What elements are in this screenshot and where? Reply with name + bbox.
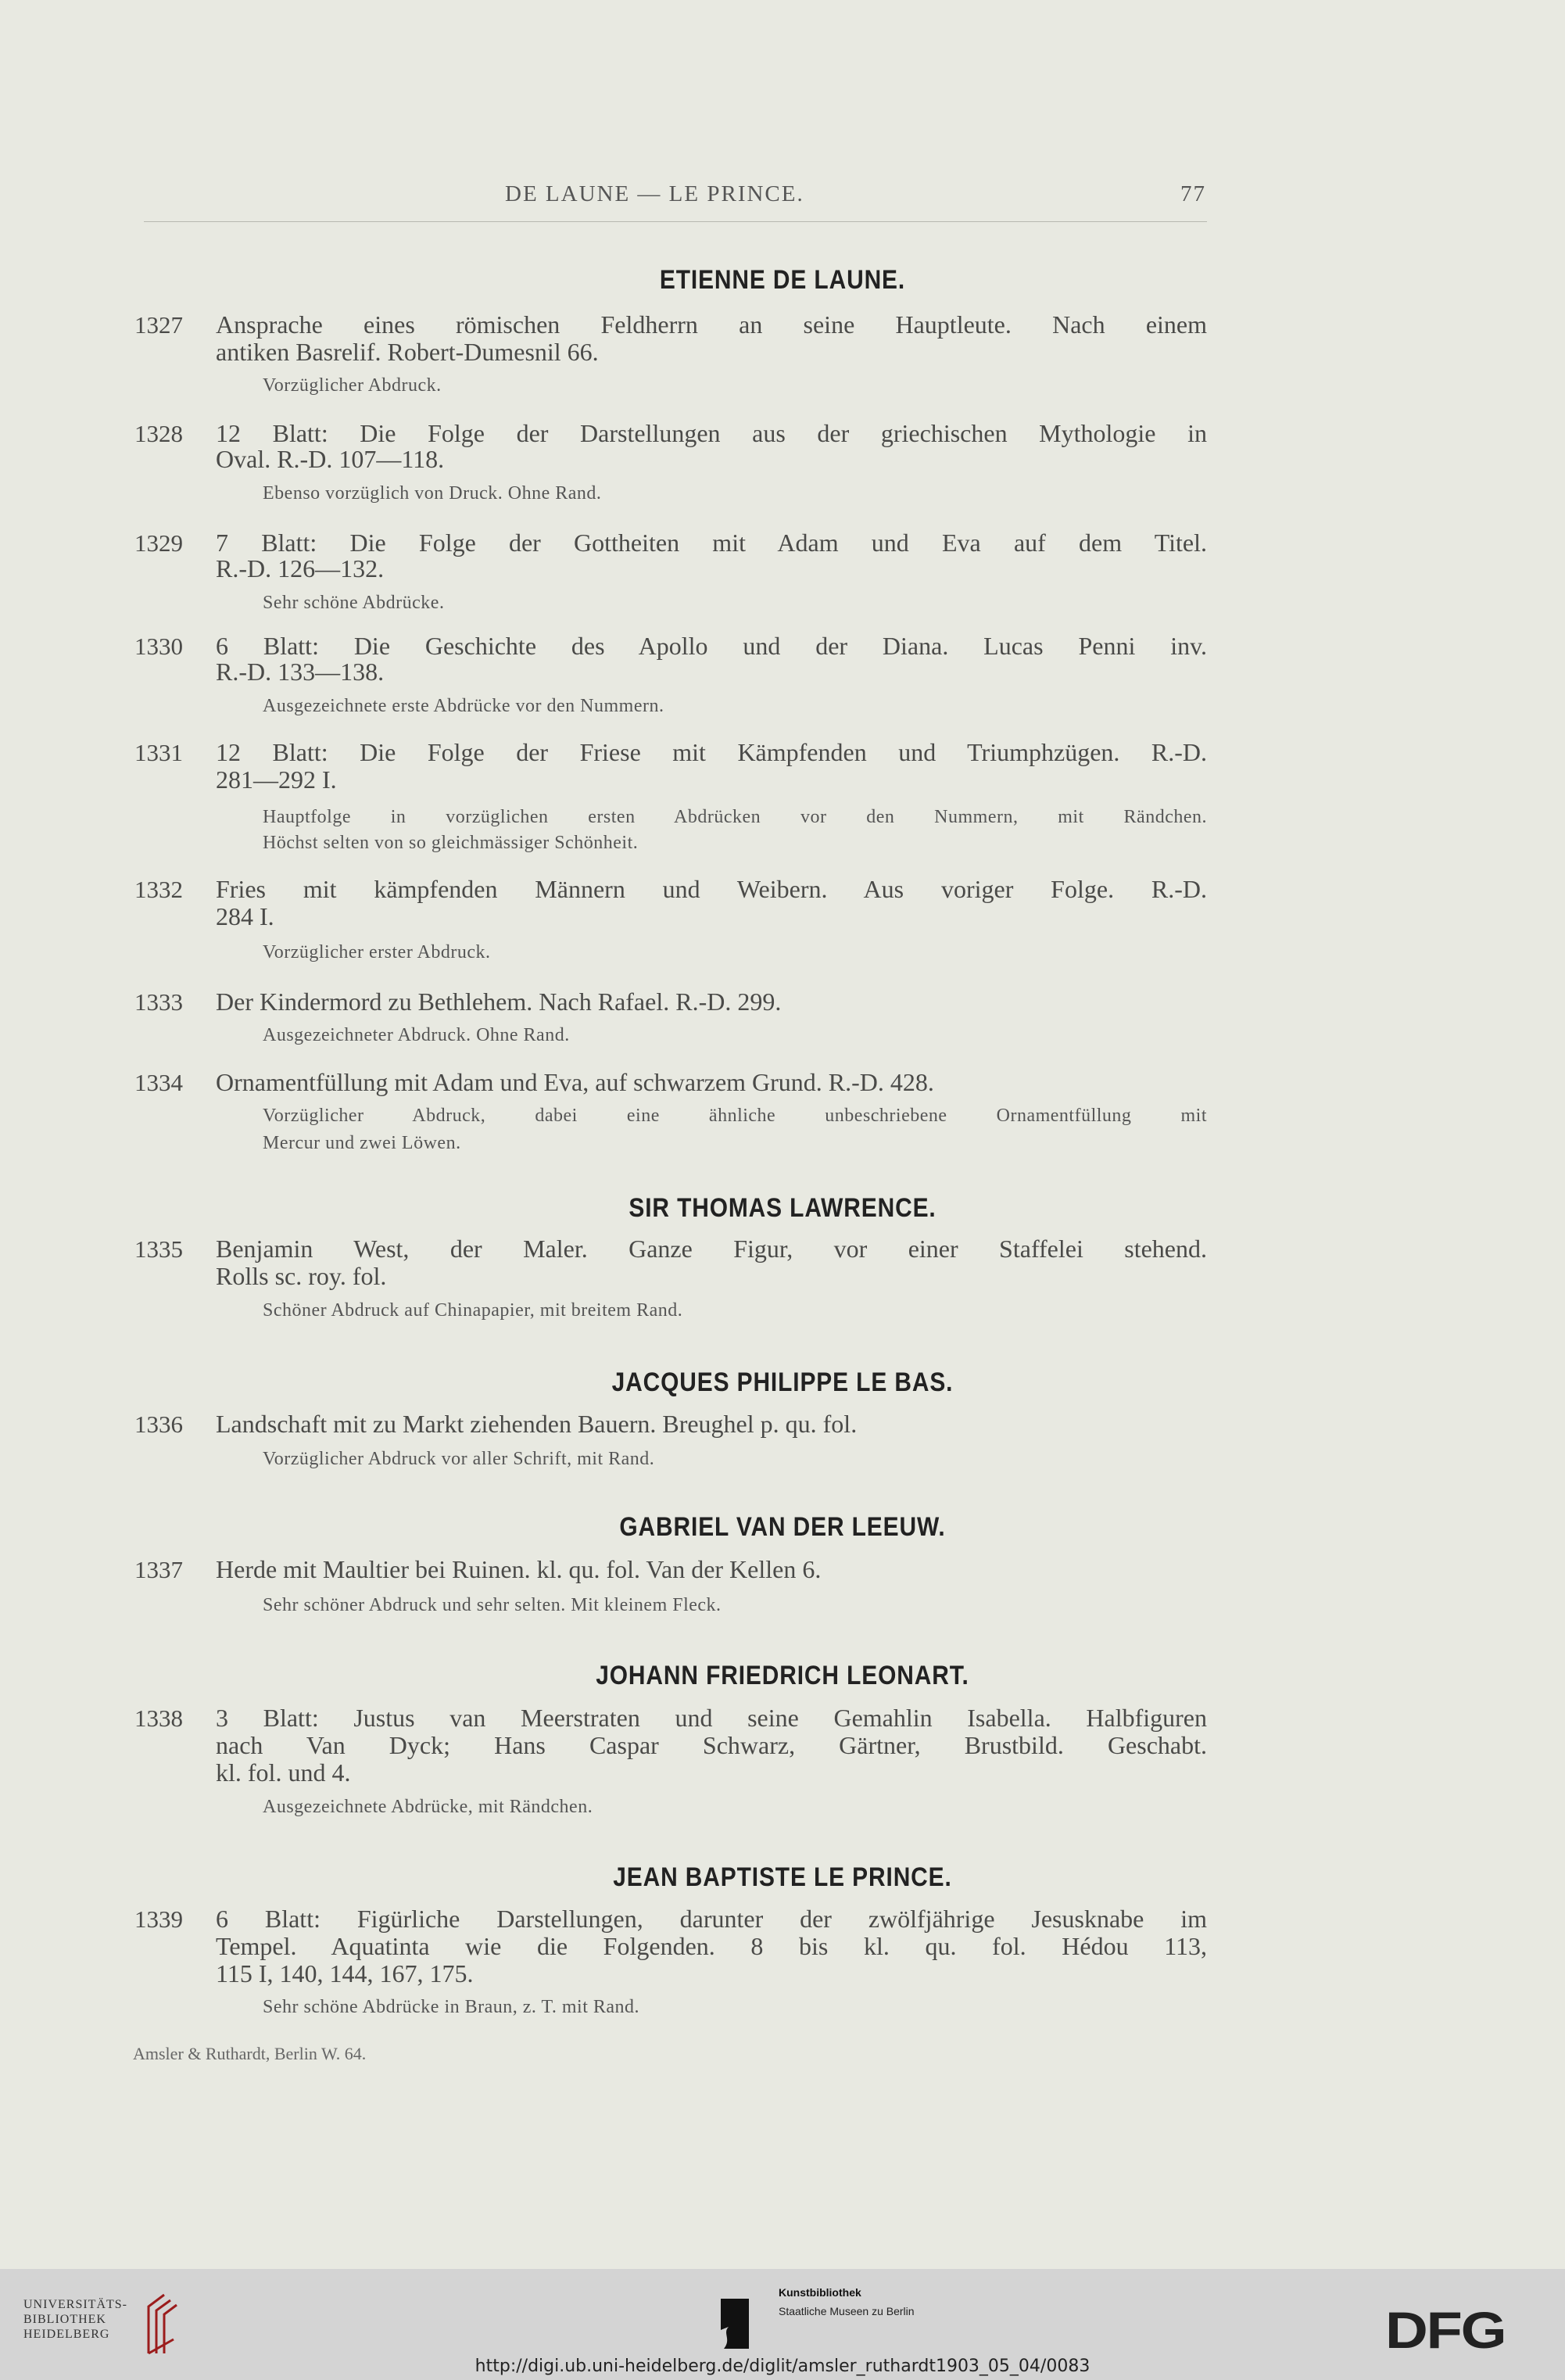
lot-description-line: Tempel. Aquatinta wie die Folgenden. 8 bis kl. qu. fol. Hédou 113, — [216, 1932, 1207, 1960]
lot-condition-note: Ausgezeichnete Abdrücke, mit Rändchen. — [263, 1797, 593, 1817]
kunstbibliothek-subtitle: Staatliche Museen zu Berlin — [779, 2305, 915, 2317]
lot-condition-note: Ausgezeichnete erste Abdrücke vor den Nummern. — [263, 696, 664, 716]
lot-number: 1332 — [134, 876, 183, 903]
artist-heading: JACQUES PHILIPPE LE BAS. — [611, 1367, 954, 1397]
lot-number: 1331 — [134, 739, 183, 766]
artist-heading: JOHANN FRIEDRICH LEONART. — [596, 1661, 969, 1690]
kunstbibliothek-name: Kunstbibliothek — [779, 2286, 861, 2299]
artist-heading: ETIENNE DE LAUNE. — [659, 265, 906, 295]
lot-description-line: 12 Blatt: Die Folge der Darstellungen aus der griechischen Mythologie in — [216, 419, 1207, 447]
lot-condition-note: Sehr schöne Abdrücke. — [263, 593, 445, 613]
lot-description-line: antiken Basrelif. Robert-Dumesnil 66. — [216, 338, 599, 366]
lot-condition-note: Ebenso vorzüglich von Druck. Ohne Rand. — [263, 483, 602, 504]
artist-heading: SIR THOMAS LAWRENCE. — [629, 1193, 936, 1223]
lot-description-line: 12 Blatt: Die Folge der Friese mit Kämpfenden und Triumphzügen. R.-D. — [216, 738, 1207, 766]
artist-heading: JEAN BAPTISTE LE PRINCE. — [613, 1862, 952, 1892]
lot-number: 1333 — [134, 988, 183, 1016]
viewer-footer — [0, 2269, 1565, 2380]
page-number: 77 — [1180, 181, 1206, 206]
lot-description-line: Der Kindermord zu Bethlehem. Nach Rafael. R.-D. 299. — [216, 987, 782, 1016]
lot-condition-note: Mercur und zwei Löwen. — [263, 1133, 461, 1153]
lot-description-line: Ornamentfüllung mit Adam und Eva, auf schwarzem Grund. R.-D. 428. — [216, 1068, 934, 1096]
lot-number: 1335 — [134, 1235, 183, 1263]
lot-condition-note: Vorzüglicher Abdruck, dabei eine ähnliche unbeschriebene Ornamentfüllung mit — [263, 1106, 1207, 1126]
running-title: DE LAUNE — LE PRINCE. — [505, 181, 804, 206]
ub-logo-line: UNIVERSITÄTS- — [23, 2298, 127, 2311]
lot-description-line: Fries mit kämpfenden Männern und Weibern. Aus voriger Folge. R.-D. — [216, 875, 1207, 903]
printer-imprint: Amsler & Ruthardt, Berlin W. 64. — [133, 2044, 367, 2063]
lot-description-line: 6 Blatt: Figürliche Darstellungen, darunter der zwölfjährige Jesusknabe im — [216, 1905, 1207, 1933]
lot-description-line: Herde mit Maultier bei Ruinen. kl. qu. fol. Van der Kellen 6. — [216, 1555, 822, 1583]
ub-logo-line: BIBLIOTHEK — [23, 2313, 106, 2326]
lot-description-line: nach Van Dyck; Hans Caspar Schwarz, Gärtner, Brustbild. Geschabt. — [216, 1731, 1207, 1759]
lot-condition-note: Hauptfolge in vorzüglichen ersten Abdrücken vor den Nummern, mit Rändchen. — [263, 807, 1207, 827]
lot-description-line: Ansprache eines römischen Feldherrn an seine Hauptleute. Nach einem — [216, 310, 1207, 339]
ub-logo-line: HEIDELBERG — [23, 2328, 110, 2341]
lot-number: 1339 — [134, 1905, 183, 1933]
header-rule — [144, 221, 1207, 222]
permalink-url[interactable]: http://digi.ub.uni-heidelberg.de/diglit/amsler_ruthardt1903_05_04/0083 — [475, 2357, 1090, 2376]
lot-condition-note: Höchst selten von so gleichmässiger Schönheit. — [263, 833, 639, 853]
lot-condition-note: Vorzüglicher erster Abdruck. — [263, 942, 491, 962]
lot-number: 1338 — [134, 1704, 183, 1732]
lot-condition-note: Schöner Abdruck auf Chinapapier, mit breitem Rand. — [263, 1300, 683, 1321]
lot-description-line: Oval. R.-D. 107—118. — [216, 445, 445, 473]
lot-description-line: 6 Blatt: Die Geschichte des Apollo und der Diana. Lucas Penni inv. — [216, 632, 1207, 660]
lot-description-line: Landschaft mit zu Markt ziehenden Bauern. Breughel p. qu. fol. — [216, 1410, 858, 1438]
lot-description-line: R.-D. 133—138. — [216, 658, 385, 686]
ub-heidelberg-logo[interactable] — [23, 2297, 127, 2342]
lot-description-line: 3 Blatt: Justus van Meerstraten und seine Gemahlin Isabella. Halbfiguren — [216, 1704, 1207, 1732]
ub-logo-mark-icon — [141, 2291, 188, 2358]
lot-number: 1328 — [134, 420, 183, 447]
kunstbibliothek-logo-icon — [718, 2299, 749, 2349]
lot-number: 1337 — [134, 1556, 183, 1583]
lot-description-line: 281—292 I. — [216, 765, 337, 794]
lot-description-line: R.-D. 126—132. — [216, 554, 385, 582]
lot-description-line: 7 Blatt: Die Folge der Gottheiten mit Adam und Eva auf dem Titel. — [216, 529, 1207, 557]
lot-number: 1329 — [134, 529, 183, 557]
lot-number: 1336 — [134, 1410, 183, 1438]
lot-condition-note: Vorzüglicher Abdruck. — [263, 375, 442, 396]
dfg-logo: DFG — [1385, 2301, 1506, 2359]
lot-number: 1327 — [134, 311, 183, 339]
lot-condition-note: Vorzüglicher Abdruck vor aller Schrift, mit Rand. — [263, 1449, 655, 1469]
lot-description-line: Benjamin West, der Maler. Ganze Figur, vor einer Staffelei stehend. — [216, 1235, 1207, 1263]
lot-condition-note: Ausgezeichneter Abdruck. Ohne Rand. — [263, 1025, 570, 1045]
lot-description-line: Rolls sc. roy. fol. — [216, 1262, 387, 1290]
artist-heading: GABRIEL VAN DER LEEUW. — [619, 1512, 946, 1542]
lot-condition-note: Sehr schöner Abdruck und sehr selten. Mit kleinem Fleck. — [263, 1595, 722, 1615]
lot-description-line: 284 I. — [216, 902, 274, 930]
lot-description-line: 115 I, 140, 144, 167, 175. — [216, 1959, 474, 1988]
lot-number: 1334 — [134, 1069, 183, 1096]
lot-number: 1330 — [134, 633, 183, 660]
lot-description-line: kl. fol. und 4. — [216, 1758, 351, 1787]
lot-condition-note: Sehr schöne Abdrücke in Braun, z. T. mit Rand. — [263, 1997, 640, 2017]
